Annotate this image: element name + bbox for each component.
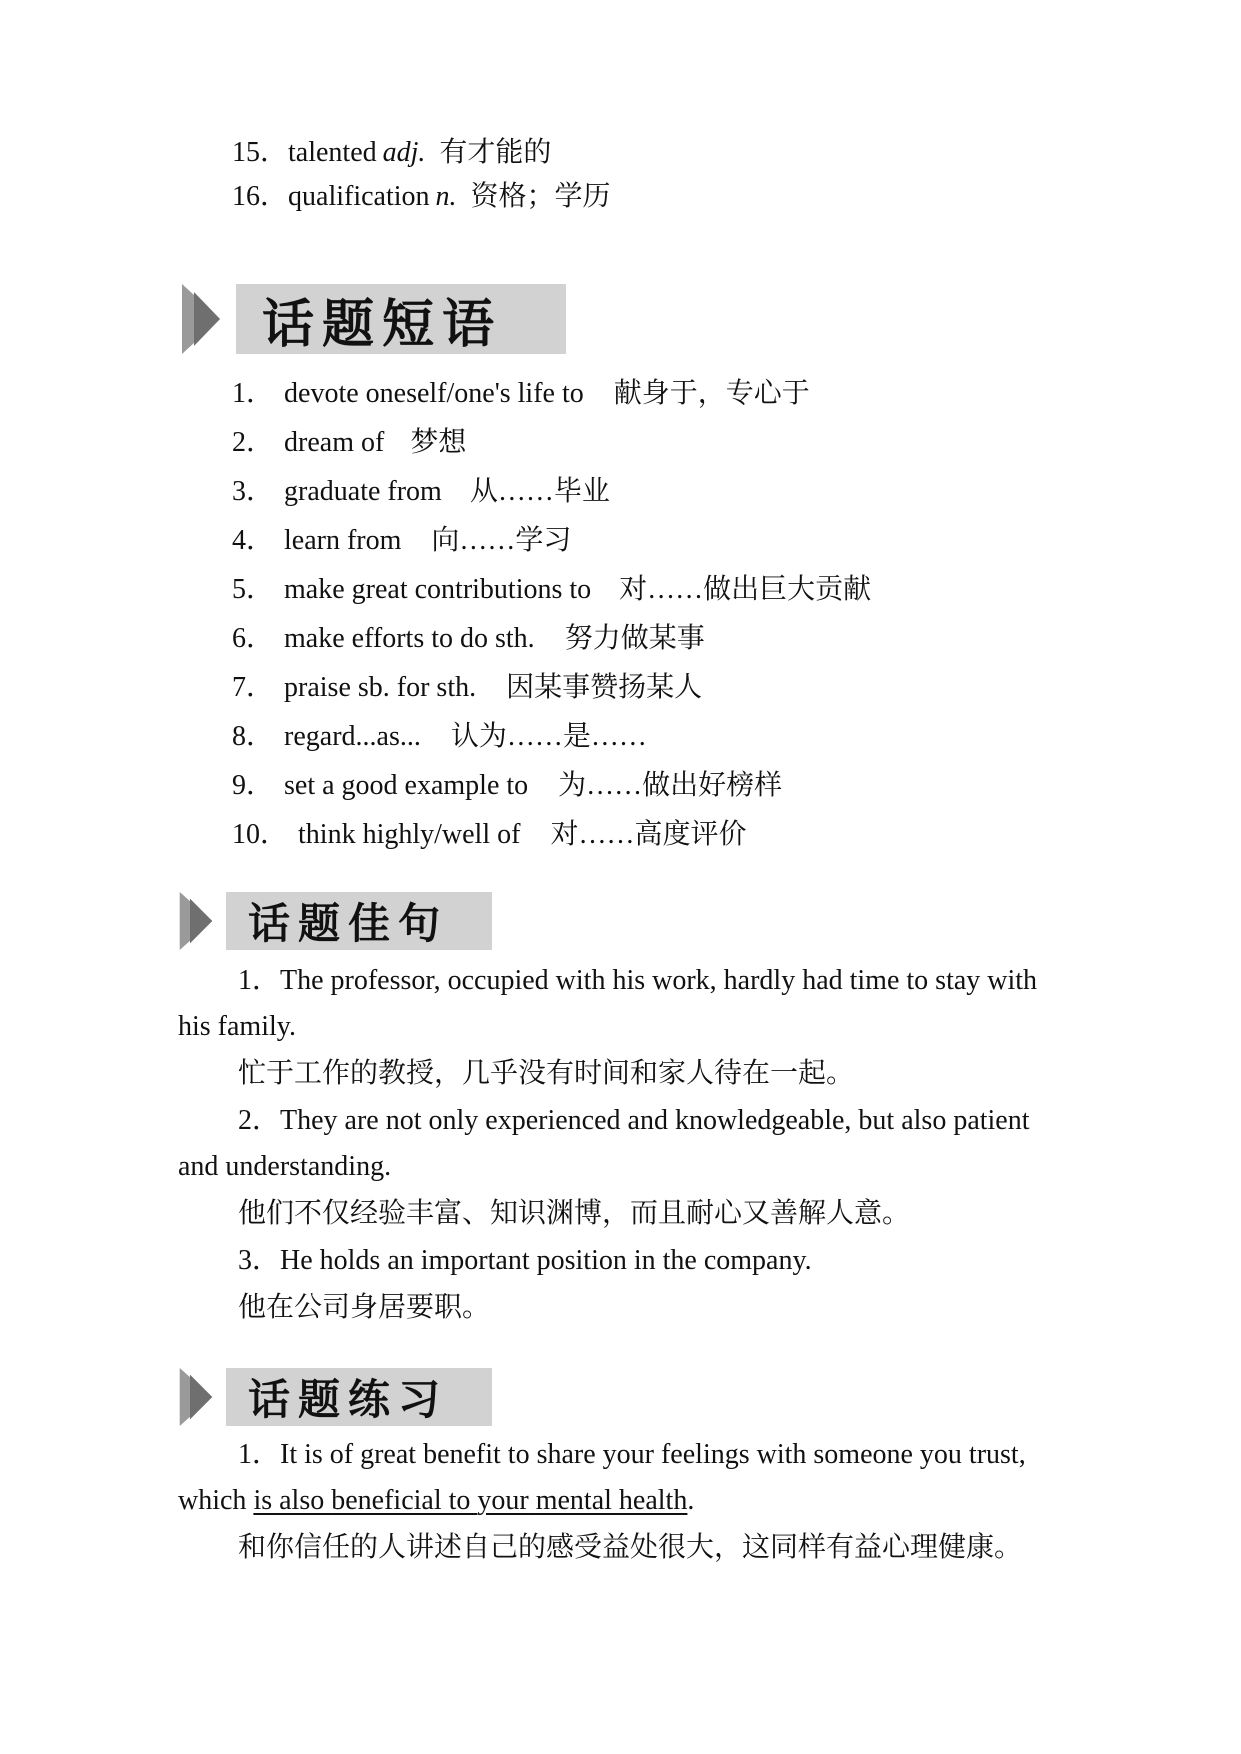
vocab-item: 16．qualification n. 资格；学历 [232,181,611,212]
practice-en: 1．It is of great benefit to share your feelings with someone you trust, which is also beneficial to your mental health. [178,1439,1026,1516]
section-title: 话题佳句 [248,899,449,948]
triangle-arrow-icon [180,284,236,354]
phrase-item: 7． praise sb. for sth. 因某事赞扬某人 [232,672,703,703]
phrase-en: make efforts to do sth. [284,623,535,654]
phrase-en: think highly/well of [298,819,521,850]
practice-answer: is also beneficial to your mental health [253,1485,688,1516]
vocab-word: qualification [288,181,430,212]
vocab-pos: n. [435,181,457,212]
phrase-cn: 对……做出巨大贡献 [619,574,872,605]
phrase-cn: 梦想 [410,427,467,458]
sentence-cn: 他们不仅经验丰富、知识渊博，而且耐心又善解人意。 [238,1198,911,1229]
phrase-cn: 从……毕业 [469,476,610,507]
phrase-en: learn from [284,525,402,556]
phrase-item: 1． devote oneself/one's life to 献身于，专心于 [232,378,810,409]
phrase-item: 9． set a good example to 为……做出好榜样 [232,770,783,801]
vocab-pos: adj. [382,137,426,168]
phrase-item: 6． make efforts to do sth. 努力做某事 [232,623,705,654]
phrase-cn: 对……高度评价 [550,819,747,850]
sentence-en: 3．He holds an important position in the company. [238,1245,812,1276]
sentence-en: 2．They are not only experienced and knowledgeable, but also patient and understanding. [178,1105,1030,1182]
phrase-en: make great contributions to [284,574,592,605]
phrase-cn: 献身于，专心于 [613,378,810,409]
vocab-item: 15．talented adj. 有才能的 [232,137,552,168]
triangle-arrow-icon [178,1368,226,1426]
phrase-en: devote oneself/one's life to [284,378,584,409]
phrase-en: graduate from [284,476,442,507]
phrase-item: 5． make great contributions to 对……做出巨大贡献 [232,574,872,605]
sentence-cn: 他在公司身居要职。 [238,1292,491,1323]
vocab-word: talented [288,137,377,168]
phrase-en: dream of [284,427,385,458]
phrase-cn: 为……做出好榜样 [558,770,783,801]
phrase-item: 4． learn from 向……学习 [232,525,572,556]
phrase-en: regard...as... [284,721,421,752]
phrase-item: 10． think highly/well of 对……高度评价 [232,819,747,850]
section-banner-sentences [178,892,492,950]
sentence-en: 1．The professor, occupied with his work, hardly had time to stay with his family. [178,965,1038,1042]
phrase-cn: 向……学习 [431,525,572,556]
sentence-cn: 忙于工作的教授，几乎没有时间和家人待在一起。 [238,1058,855,1089]
section-title: 话题短语 [262,294,503,355]
practice-cn: 和你信任的人讲述自己的感受益处很大，这同样有益心理健康。 [238,1532,1023,1563]
triangle-arrow-icon [178,892,226,950]
phrase-cn: 认为……是…… [450,721,647,752]
vocab-meaning: 资格；学历 [470,181,611,212]
phrase-item: 8． regard...as... 认为……是…… [232,721,647,752]
phrase-en: praise sb. for sth. [284,672,477,703]
section-banner-phrases [180,284,566,354]
section-banner-practice [178,1368,492,1426]
vocab-meaning: 有才能的 [439,137,552,168]
phrase-item: 2． dream of 梦想 [232,427,467,458]
phrase-cn: 努力做某事 [564,623,705,654]
phrase-cn: 因某事赞扬某人 [506,672,703,703]
section-title: 话题练习 [248,1375,449,1424]
phrase-en: set a good example to [284,770,529,801]
phrase-item: 3． graduate from 从……毕业 [232,476,610,507]
